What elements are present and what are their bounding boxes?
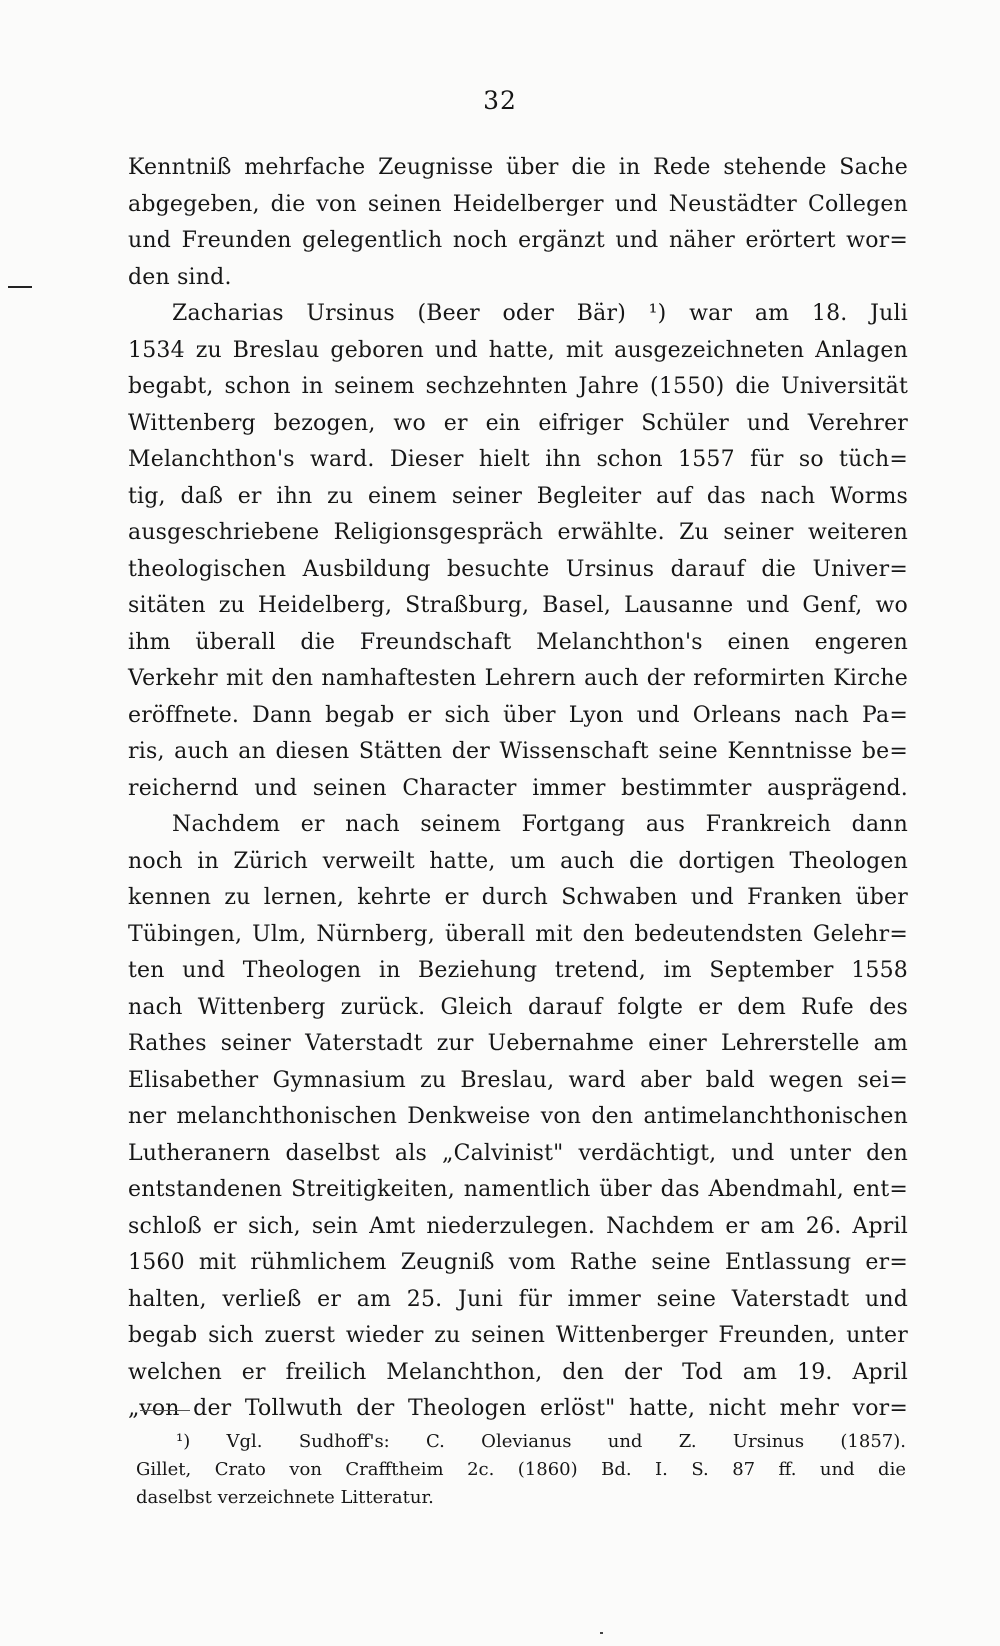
text-line: entstandenen Streitigkeiten, namentlich über das Abendmahl, ent= bbox=[128, 1177, 908, 1202]
footnote-separator bbox=[140, 1410, 190, 1411]
text-line: schloß er sich, sein Amt niederzulegen. Nachdem er am 26. April bbox=[128, 1213, 908, 1239]
text-line: noch in Zürich verweilt hatte, um auch die dortigen Theologen bbox=[128, 848, 908, 874]
text-line: ner melanchthonischen Denkweise von den antimelanchthonischen bbox=[128, 1104, 908, 1129]
text-line: 1534 zu Breslau geboren und hatte, mit ausgezeichneten Anlagen bbox=[128, 337, 908, 363]
footnotes bbox=[136, 1428, 906, 1512]
text-line: begabt, schon in seinem sechzehnten Jahre (1550) die Universität bbox=[128, 374, 908, 399]
text-line: Verkehr mit den namhaftesten Lehrern auch der reformirten Kirche bbox=[128, 666, 908, 691]
text-line: theologischen Ausbildung besuchte Ursinus darauf die Univer= bbox=[128, 556, 908, 582]
page-number: 32 bbox=[483, 86, 517, 115]
text-line: ten und Theologen in Beziehung tretend, im September 1558 bbox=[128, 958, 908, 983]
text-line: Elisabether Gymnasium zu Breslau, ward aber bald wegen sei= bbox=[128, 1067, 908, 1093]
text-line: tig, daß er ihn zu einem seiner Begleiter auf das nach Worms bbox=[128, 483, 908, 509]
text-line: Lutheranern daselbst als „Calvinist" verdächtigt, und unter den bbox=[128, 1140, 908, 1166]
text-line: reichernd und seinen Character immer bestimmter ausprägend. bbox=[128, 775, 908, 801]
text-line: nach Wittenberg zurück. Gleich darauf folgte er dem Rufe des bbox=[128, 994, 908, 1020]
text-line: den sind. bbox=[128, 264, 232, 290]
text-line: ihm überall die Freundschaft Melanchthon's einen engeren bbox=[128, 629, 908, 655]
text-line: 1560 mit rühmlichem Zeugniß vom Rathe seine Entlassung er= bbox=[128, 1250, 908, 1275]
text-line: und Freunden gelegentlich noch ergänzt und näher erörtert wor= bbox=[128, 228, 908, 253]
text-line: sitäten zu Heidelberg, Straßburg, Basel, Lausanne und Genf, wo bbox=[128, 593, 908, 618]
text-line: Kenntniß mehrfache Zeugnisse über die in Rede stehende Sache bbox=[128, 155, 908, 180]
text-line: Tübingen, Ulm, Nürnberg, überall mit den bedeutendsten Gelehr= bbox=[128, 921, 908, 947]
text-line: ris, auch an diesen Stätten der Wissenschaft seine Kenntnisse be= bbox=[128, 739, 908, 764]
text-line: Melanchthon's ward. Dieser hielt ihn schon 1557 für so tüch= bbox=[128, 447, 908, 472]
print-speck bbox=[600, 1632, 603, 1634]
text-line: halten, verließ er am 25. Juni für immer seine Vaterstadt und bbox=[128, 1286, 908, 1312]
footnote-line: ¹) Vgl. Sudhoff's: C. Olevianus und Z. Ursinus (1857). bbox=[176, 1431, 906, 1452]
body-text bbox=[128, 150, 908, 1428]
text-line: welchen er freilich Melanchthon, den der Tod am 19. April bbox=[128, 1359, 908, 1385]
text-line: Nachdem er nach seinem Fortgang aus Frankreich dann bbox=[172, 812, 908, 837]
footnote-line: daselbst verzeichnete Litteratur. bbox=[136, 1487, 434, 1508]
text-line: „von der Tollwuth der Theologen erlöst" hatte, nicht mehr vor= bbox=[128, 1396, 908, 1421]
text-line: eröffnete. Dann begab er sich über Lyon und Orleans nach Pa= bbox=[128, 702, 908, 728]
text-line: Zacharias Ursinus (Beer oder Bär) ¹) war am 18. Juli bbox=[172, 301, 908, 326]
footnote-line: Gillet, Crato von Crafftheim 2c. (1860) Bd. I. S. 87 ff. und die bbox=[136, 1459, 906, 1480]
text-line: Rathes seiner Vaterstadt zur Uebernahme einer Lehrerstelle am bbox=[128, 1031, 908, 1056]
text-line: abgegeben, die von seinen Heidelberger und Neustädter Collegen bbox=[128, 191, 908, 217]
text-line: ausgeschriebene Religionsgespräch erwählte. Zu seiner weiteren bbox=[128, 520, 908, 545]
text-line: Wittenberg bezogen, wo er ein eifriger Schüler und Verehrer bbox=[128, 410, 908, 436]
text-line: kennen zu lernen, kehrte er durch Schwaben und Franken über bbox=[128, 885, 908, 910]
margin-dash bbox=[8, 286, 32, 288]
text-line: begab sich zuerst wieder zu seinen Wittenberger Freunden, unter bbox=[128, 1323, 908, 1348]
